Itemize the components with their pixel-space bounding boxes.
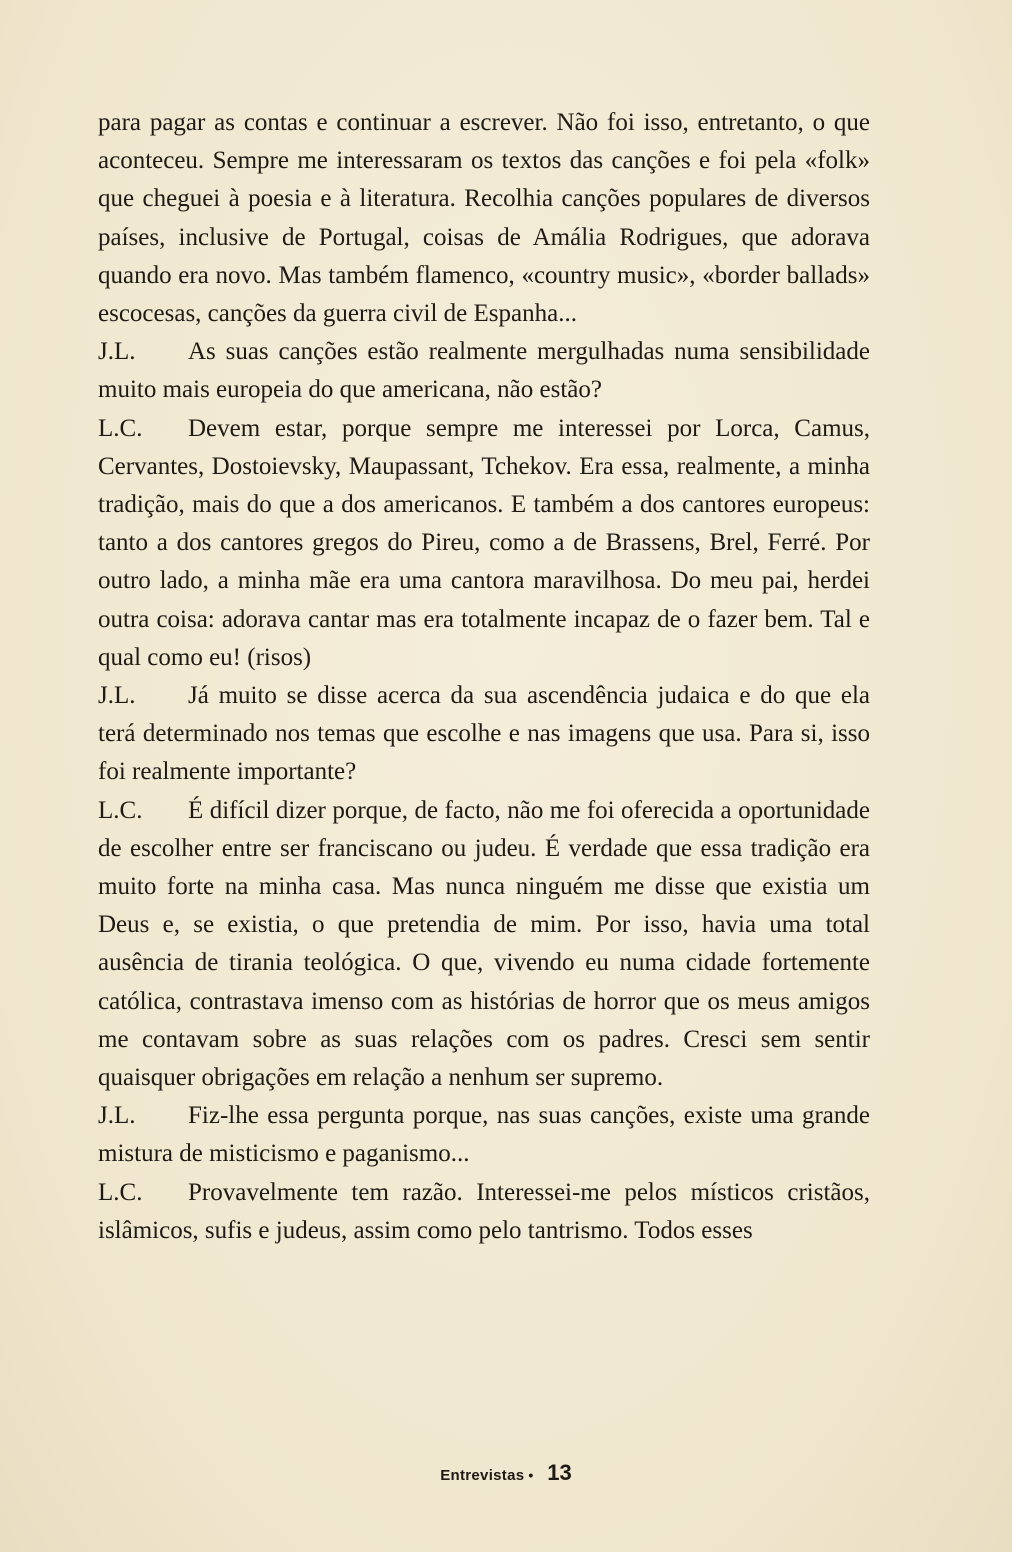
paragraph-text: Provavelmente tem razão. Interessei-me pelos místicos cristãos, islâmicos, sufis e judeus, assim como pelo tantrismo. Todos esses [98, 1178, 870, 1244]
paragraph-question [98, 677, 870, 792]
page-footer [0, 1460, 1012, 1486]
paragraph-answer [98, 1174, 870, 1250]
paragraph-question [98, 333, 870, 409]
paragraph-answer [98, 792, 870, 1098]
paragraph-text: para pagar as contas e continuar a escrever. Não foi isso, entretanto, o que aconteceu. Sempre me interessaram os textos das canções e foi pela «folk» que cheguei à poesia e à literatura. Recolhia canções populares de diversos países, inclusive de Portugal, coisas de Amália Rodrigues, que adorava quando era novo. Mas também flamenco, «country music», «border ballads» escocesas, canções da guerra civil de Espanha... [98, 109, 870, 328]
speaker-label: J.L. [98, 682, 136, 710]
section-title: Entrevistas [440, 1467, 525, 1484]
bullet-separator: • [528, 1467, 534, 1483]
speaker-label: L.C. [98, 414, 143, 442]
paragraph-continuation [98, 104, 870, 333]
paragraph-text: Fiz-lhe essa pergunta porque, nas suas canções, existe uma grande mistura de misticismo e paganismo... [98, 1102, 870, 1168]
speaker-label: J.L. [98, 1102, 136, 1130]
paragraph-question [98, 1097, 870, 1173]
paragraph-text: As suas canções estão realmente mergulhadas numa sensibilidade muito mais europeia do que americana, não estão? [98, 338, 870, 404]
paragraph-answer [98, 410, 870, 677]
speaker-label: L.C. [98, 1178, 143, 1206]
paragraph-text: Devem estar, porque sempre me interessei por Lorca, Camus, Cervantes, Dostoievsky, Maupassant, Tchekov. Era essa, realmente, a minha tradição, mais do que a dos americanos. E também a dos cantores europeus: tanto a dos cantores gregos do Pireu, como a de Brassens, Brel, Ferré. Por outro lado, a minha mãe era uma cantora maravilhosa. Do meu pai, herdei outra coisa: adorava cantar mas era totalmente incapaz de o fazer bem. Tal e qual como eu! (risos) [98, 414, 870, 671]
paragraph-text: Já muito se disse acerca da sua ascendência judaica e do que ela terá determinado nos temas que escolhe e nas imagens que usa. Para si, isso foi realmente importante? [98, 682, 870, 786]
body-text [98, 104, 870, 1250]
paragraph-text: É difícil dizer porque, de facto, não me foi oferecida a oportunidade de escolher entre ser franciscano ou judeu. É verdade que essa tradição era muito forte na minha casa. Mas nunca ninguém me disse que existia um Deus e, se existia, o que pretendia de mim. Por isso, havia uma total ausência de tirania teológica. O que, vivendo eu numa cidade fortemente católica, contrastava imenso com as histórias de horror que os meus amigos me contavam sobre as suas relações com os padres. Cresci sem sentir quaisquer obrigações em relação a nenhum ser supremo. [98, 796, 870, 1092]
speaker-label: L.C. [98, 796, 143, 824]
speaker-label: J.L. [98, 338, 136, 366]
page-number: 13 [547, 1460, 572, 1485]
